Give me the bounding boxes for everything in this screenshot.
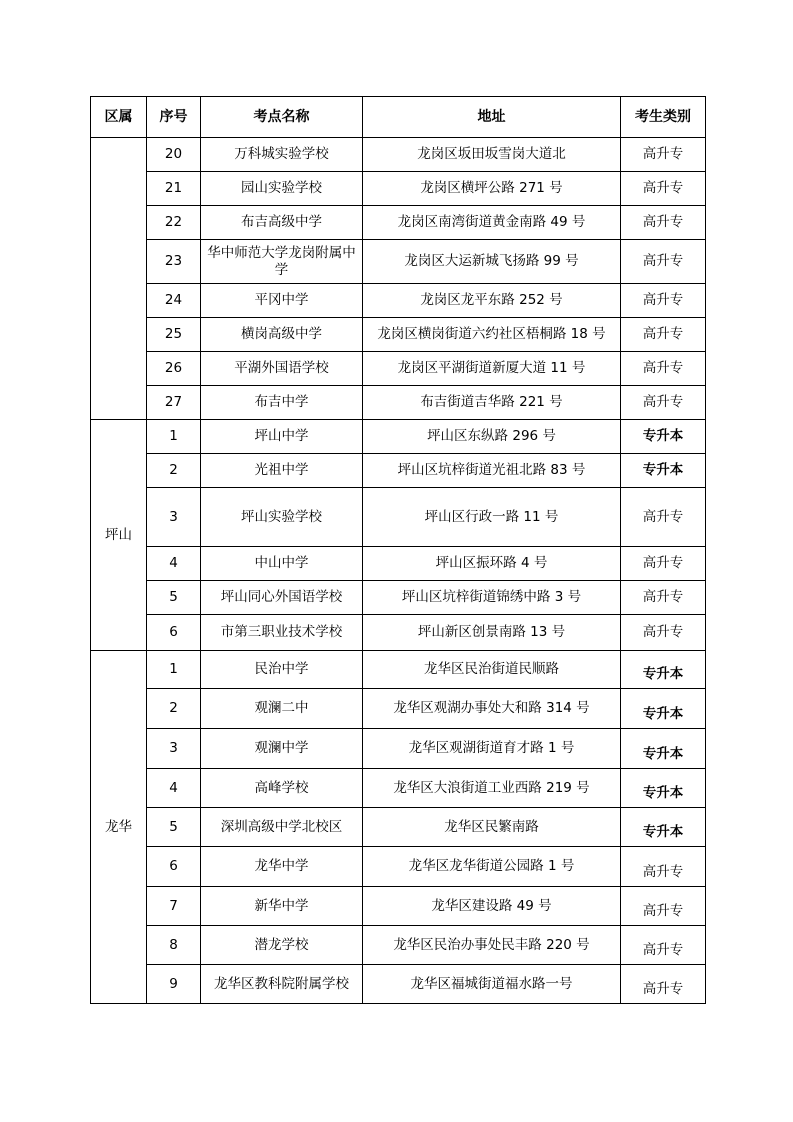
candidate-type-cell: 高升专 bbox=[621, 352, 706, 386]
candidate-type-cell: 高升专 bbox=[621, 284, 706, 318]
address-cell: 龙华区龙华街道公园路 1 号 bbox=[363, 847, 621, 887]
address-cell: 龙华区建设路 49 号 bbox=[363, 887, 621, 926]
table-row bbox=[91, 769, 706, 808]
number-cell: 2 bbox=[147, 454, 201, 488]
number-cell: 1 bbox=[147, 651, 201, 689]
site-name-cell: 龙华区教科院附属学校 bbox=[201, 965, 363, 1004]
site-name-cell: 坪山实验学校 bbox=[201, 488, 363, 547]
number-cell: 6 bbox=[147, 615, 201, 651]
number-cell: 5 bbox=[147, 581, 201, 615]
number-cell: 2 bbox=[147, 689, 201, 729]
table-header-row bbox=[91, 97, 706, 138]
address-cell: 坪山区东纵路 296 号 bbox=[363, 420, 621, 454]
address-cell: 坪山区行政一路 11 号 bbox=[363, 488, 621, 547]
candidate-type-cell: 高升专 bbox=[621, 581, 706, 615]
site-name-cell: 坪山中学 bbox=[201, 420, 363, 454]
candidate-type-cell: 专升本 bbox=[621, 769, 706, 808]
address-cell: 布吉街道吉华路 221 号 bbox=[363, 386, 621, 420]
site-name-cell: 观澜中学 bbox=[201, 729, 363, 769]
address-cell: 龙华区民繁南路 bbox=[363, 808, 621, 847]
header-site-name: 考点名称 bbox=[201, 97, 363, 138]
table-row bbox=[91, 454, 706, 488]
table-row bbox=[91, 926, 706, 965]
candidate-type-cell: 高升专 bbox=[621, 887, 706, 926]
district-cell bbox=[91, 138, 147, 420]
table-row bbox=[91, 420, 706, 454]
candidate-type-cell: 专升本 bbox=[621, 420, 706, 454]
number-cell: 26 bbox=[147, 352, 201, 386]
candidate-type-cell: 高升专 bbox=[621, 386, 706, 420]
address-cell: 龙岗区坂田坂雪岗大道北 bbox=[363, 138, 621, 172]
site-name-cell: 光祖中学 bbox=[201, 454, 363, 488]
number-cell: 4 bbox=[147, 769, 201, 808]
table-row bbox=[91, 240, 706, 284]
site-name-cell: 园山实验学校 bbox=[201, 172, 363, 206]
header-address: 地址 bbox=[363, 97, 621, 138]
site-name-cell: 坪山同心外国语学校 bbox=[201, 581, 363, 615]
number-cell: 8 bbox=[147, 926, 201, 965]
candidate-type-cell: 高升专 bbox=[621, 206, 706, 240]
address-cell: 龙华区大浪街道工业西路 219 号 bbox=[363, 769, 621, 808]
candidate-type-cell: 专升本 bbox=[621, 808, 706, 847]
address-cell: 龙岗区南湾街道黄金南路 49 号 bbox=[363, 206, 621, 240]
candidate-type-cell: 专升本 bbox=[621, 651, 706, 689]
table-row bbox=[91, 729, 706, 769]
address-cell: 龙岗区平湖街道新厦大道 11 号 bbox=[363, 352, 621, 386]
address-cell: 龙华区民治街道民顺路 bbox=[363, 651, 621, 689]
address-cell: 坪山区振环路 4 号 bbox=[363, 547, 621, 581]
address-cell: 坪山区坑梓街道光祖北路 83 号 bbox=[363, 454, 621, 488]
address-cell: 龙岗区横岗街道六约社区梧桐路 18 号 bbox=[363, 318, 621, 352]
site-name-cell: 中山中学 bbox=[201, 547, 363, 581]
number-cell: 4 bbox=[147, 547, 201, 581]
district-cell: 龙华 bbox=[91, 651, 147, 1004]
site-name-cell: 横岗高级中学 bbox=[201, 318, 363, 352]
number-cell: 27 bbox=[147, 386, 201, 420]
candidate-type-cell: 高升专 bbox=[621, 318, 706, 352]
number-cell: 20 bbox=[147, 138, 201, 172]
header-district: 区属 bbox=[91, 97, 147, 138]
address-cell: 龙华区福城街道福水路一号 bbox=[363, 965, 621, 1004]
number-cell: 9 bbox=[147, 965, 201, 1004]
number-cell: 23 bbox=[147, 240, 201, 284]
number-cell: 3 bbox=[147, 729, 201, 769]
address-cell: 龙岗区龙平东路 252 号 bbox=[363, 284, 621, 318]
site-name-cell: 布吉中学 bbox=[201, 386, 363, 420]
address-cell: 龙华区观湖办事处大和路 314 号 bbox=[363, 689, 621, 729]
table-row bbox=[91, 547, 706, 581]
candidate-type-cell: 高升专 bbox=[621, 138, 706, 172]
candidate-type-cell: 高升专 bbox=[621, 547, 706, 581]
site-name-cell: 高峰学校 bbox=[201, 769, 363, 808]
table-row bbox=[91, 651, 706, 689]
site-name-cell: 新华中学 bbox=[201, 887, 363, 926]
number-cell: 24 bbox=[147, 284, 201, 318]
table-row bbox=[91, 318, 706, 352]
table-row bbox=[91, 965, 706, 1004]
table-row bbox=[91, 808, 706, 847]
address-cell: 龙华区观湖街道育才路 1 号 bbox=[363, 729, 621, 769]
candidate-type-cell: 高升专 bbox=[621, 240, 706, 284]
number-cell: 22 bbox=[147, 206, 201, 240]
number-cell: 25 bbox=[147, 318, 201, 352]
site-name-cell: 万科城实验学校 bbox=[201, 138, 363, 172]
site-name-cell: 龙华中学 bbox=[201, 847, 363, 887]
address-cell: 坪山新区创景南路 13 号 bbox=[363, 615, 621, 651]
table-row bbox=[91, 138, 706, 172]
candidate-type-cell: 专升本 bbox=[621, 454, 706, 488]
site-name-cell: 民治中学 bbox=[201, 651, 363, 689]
candidate-type-cell: 高升专 bbox=[621, 488, 706, 547]
address-cell: 龙华区民治办事处民丰路 220 号 bbox=[363, 926, 621, 965]
number-cell: 6 bbox=[147, 847, 201, 887]
table-row bbox=[91, 352, 706, 386]
district-cell: 坪山 bbox=[91, 420, 147, 651]
candidate-type-cell: 高升专 bbox=[621, 172, 706, 206]
number-cell: 5 bbox=[147, 808, 201, 847]
table-row bbox=[91, 172, 706, 206]
candidate-type-cell: 高升专 bbox=[621, 965, 706, 1004]
table-row bbox=[91, 284, 706, 318]
table-row bbox=[91, 887, 706, 926]
number-cell: 21 bbox=[147, 172, 201, 206]
exam-site-table bbox=[90, 96, 706, 1004]
number-cell: 1 bbox=[147, 420, 201, 454]
table-row bbox=[91, 488, 706, 547]
number-cell: 7 bbox=[147, 887, 201, 926]
site-name-cell: 潜龙学校 bbox=[201, 926, 363, 965]
number-cell: 3 bbox=[147, 488, 201, 547]
address-cell: 龙岗区大运新城飞扬路 99 号 bbox=[363, 240, 621, 284]
table-row bbox=[91, 386, 706, 420]
site-name-cell: 深圳高级中学北校区 bbox=[201, 808, 363, 847]
site-name-cell: 平冈中学 bbox=[201, 284, 363, 318]
table-row bbox=[91, 581, 706, 615]
table-row bbox=[91, 206, 706, 240]
site-name-cell: 华中师范大学龙岗附属中学 bbox=[201, 240, 363, 284]
candidate-type-cell: 高升专 bbox=[621, 847, 706, 887]
table-row bbox=[91, 615, 706, 651]
header-number: 序号 bbox=[147, 97, 201, 138]
site-name-cell: 布吉高级中学 bbox=[201, 206, 363, 240]
candidate-type-cell: 专升本 bbox=[621, 729, 706, 769]
site-name-cell: 市第三职业技术学校 bbox=[201, 615, 363, 651]
address-cell: 坪山区坑梓街道锦绣中路 3 号 bbox=[363, 581, 621, 615]
candidate-type-cell: 高升专 bbox=[621, 926, 706, 965]
table-row bbox=[91, 689, 706, 729]
site-name-cell: 平湖外国语学校 bbox=[201, 352, 363, 386]
candidate-type-cell: 高升专 bbox=[621, 615, 706, 651]
address-cell: 龙岗区横坪公路 271 号 bbox=[363, 172, 621, 206]
header-candidate-type: 考生类别 bbox=[621, 97, 706, 138]
table-row bbox=[91, 847, 706, 887]
site-name-cell: 观澜二中 bbox=[201, 689, 363, 729]
candidate-type-cell: 专升本 bbox=[621, 689, 706, 729]
